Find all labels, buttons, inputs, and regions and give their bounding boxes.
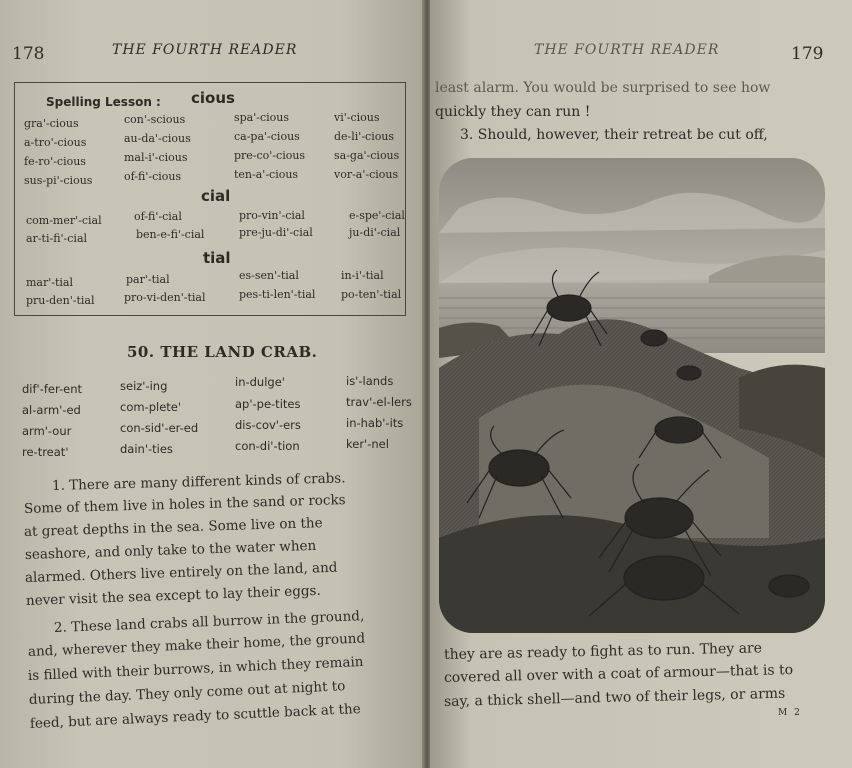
text-line: 3. Should, however, their retreat be cut off,: [460, 127, 768, 143]
spelling-word: po-ten'-tial: [341, 288, 402, 301]
spelling-word: of-fi'-cial: [134, 210, 182, 223]
lesson-title: 50. THE LAND CRAB.: [127, 343, 318, 361]
vocab-word: dif'-fer-ent: [22, 382, 82, 396]
spelling-word: pru-den'-tial: [26, 294, 95, 307]
text-line: seashore, and only take to the water when: [24, 537, 317, 563]
spelling-lesson-label: Spelling Lesson :: [46, 95, 161, 109]
spelling-word: con'-scious: [124, 113, 186, 126]
text-line: is filled with their burrows, in which they remain: [27, 653, 364, 684]
spelling-word: par'-tial: [126, 273, 170, 286]
vocab-word: con-sid'-er-ed: [120, 421, 199, 435]
text-line: covered all over with a coat of armour—that is to: [443, 662, 794, 686]
text-line: never visit the sea except to lay their eggs.: [25, 582, 322, 609]
vocab-word: in-dulge': [235, 375, 285, 389]
vocab-word: seiz'-ing: [120, 379, 168, 393]
section-heading: cious: [191, 89, 235, 107]
text-line: during the day. They only come out at night to: [28, 678, 346, 708]
spelling-word: es-sen'-tial: [239, 269, 299, 282]
spelling-lesson-box: [14, 82, 406, 316]
vocab-word: re-treat': [22, 445, 69, 459]
spelling-word: sa-ga'-cious: [334, 149, 400, 162]
text-line: feed, but are always ready to scuttle back at the: [29, 700, 362, 732]
vocab-word: ker'-nel: [346, 437, 389, 451]
spelling-word: pes-ti-len'-tial: [239, 288, 316, 301]
spelling-word: a-tro'-cious: [24, 136, 87, 149]
text-line: quickly they can run !: [435, 104, 591, 120]
text-line: Some of them live in holes in the sand or rocks: [23, 492, 346, 517]
page-number: 178: [12, 44, 45, 64]
section-heading: cial: [201, 187, 231, 205]
spelling-word: in-i'-tial: [341, 269, 384, 282]
spelling-word: ar-ti-fi'-cial: [26, 232, 88, 245]
vocab-word: dain'-ties: [120, 442, 173, 456]
spelling-word: ten-a'-cious: [234, 168, 299, 181]
running-head: THE FOURTH READER: [112, 42, 298, 58]
spelling-word: pre-co'-cious: [234, 149, 306, 162]
spelling-word: ju-di'-cial: [349, 226, 401, 239]
page-number: 179: [791, 44, 824, 64]
spelling-word: sus-pi'-cious: [24, 174, 93, 187]
vocab-word: ap'-pe-tites: [235, 397, 301, 411]
spelling-word: gra'-cious: [24, 117, 79, 130]
spelling-word: fe-ro'-cious: [24, 155, 86, 168]
text-line: and, wherever they make their home, the ground: [27, 630, 366, 660]
left-page: [0, 0, 424, 768]
right-page: [430, 0, 852, 768]
spelling-word: ben-e-fi'-cial: [136, 228, 205, 241]
text-line: 2. These land crabs all burrow in the ground,: [53, 608, 365, 636]
vocab-word: dis-cov'-ers: [235, 418, 301, 432]
spelling-word: mar'-tial: [26, 276, 74, 289]
spelling-word: of-fi'-cious: [124, 170, 182, 183]
vocab-word: com-plete': [120, 400, 182, 414]
spelling-word: vor-a'-cious: [334, 168, 399, 181]
vocab-word: arm'-our: [22, 424, 72, 438]
vocab-word: al-arm'-ed: [22, 403, 81, 417]
section-heading: tial: [203, 249, 231, 267]
spelling-word: de-li'-cious: [334, 130, 395, 143]
spelling-word: vi'-cious: [334, 111, 380, 124]
text-line: alarmed. Others live entirely on the land, and: [24, 559, 338, 586]
vocab-word: trav'-el-lers: [346, 395, 412, 409]
spelling-word: e-spe'-cial: [349, 209, 405, 222]
spelling-word: mal-i'-cious: [124, 151, 188, 164]
spelling-word: pre-ju-di'-cial: [239, 226, 313, 239]
running-head: THE FOURTH READER: [534, 42, 720, 58]
land-crabs-illustration: [439, 158, 825, 633]
text-line: at great depths in the sea. Some live on the: [23, 515, 323, 540]
spelling-word: au-da'-cious: [124, 132, 191, 145]
text-line: 1. There are many different kinds of crabs.: [51, 470, 346, 494]
signature-mark: M 2: [778, 708, 802, 718]
spelling-word: spa'-cious: [234, 111, 290, 124]
spelling-word: pro-vi-den'-tial: [124, 291, 206, 304]
vocab-word: is'-lands: [346, 374, 394, 388]
text-line: least alarm. You would be surprised to see how: [435, 80, 771, 96]
vocab-word: con-di'-tion: [235, 439, 300, 453]
spelling-word: com-mer'-cial: [26, 214, 102, 227]
spelling-word: ca-pa'-cious: [234, 130, 300, 143]
spelling-word: pro-vin'-cial: [239, 209, 305, 222]
text-line: they are as ready to fight as to run. They are: [443, 640, 763, 663]
text-line: say, a thick shell—and two of their legs, or arms: [443, 685, 786, 710]
vocab-word: in-hab'-its: [346, 416, 404, 430]
